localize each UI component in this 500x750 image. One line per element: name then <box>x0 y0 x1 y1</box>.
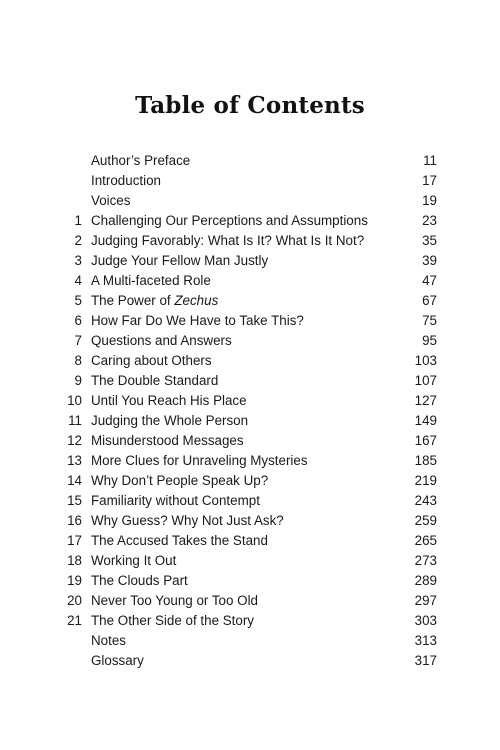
toc-entry <box>60 651 440 671</box>
chapter-title: The Clouds Part <box>91 573 188 588</box>
chapter-title: Author’s Preface <box>91 153 191 168</box>
chapter-title: Notes <box>91 633 126 648</box>
toc-entry <box>60 491 440 511</box>
toc-entry <box>60 151 440 171</box>
toc-entry <box>60 411 440 431</box>
toc-entry <box>60 571 440 591</box>
toc-entry <box>60 291 440 311</box>
toc-entry <box>60 231 440 251</box>
page-number: 289 <box>414 573 437 588</box>
chapter-number: 20 <box>67 593 82 608</box>
chapter-title: How Far Do We Have to Take This? <box>91 313 304 328</box>
chapter-title: Why Guess? Why Not Just Ask? <box>91 513 284 528</box>
toc-entry <box>60 271 440 291</box>
chapter-title: Caring about Others <box>91 353 212 368</box>
toc-entry <box>60 431 440 451</box>
page-number: 149 <box>414 413 437 428</box>
toc-entry <box>60 191 440 211</box>
chapter-title: The Accused Takes the Stand <box>91 533 268 548</box>
page-number: 103 <box>414 353 437 368</box>
chapter-number: 16 <box>67 513 82 528</box>
chapter-number: 17 <box>67 533 82 548</box>
chapter-title: Misunderstood Messages <box>91 433 244 448</box>
page-number: 313 <box>414 633 437 648</box>
chapter-number: 19 <box>67 573 82 588</box>
page-number: 185 <box>414 453 437 468</box>
chapter-title-italic: Zechus <box>174 293 219 308</box>
toc-entry <box>60 591 440 611</box>
chapter-title: Challenging Our Perceptions and Assumptions <box>91 213 368 228</box>
page-number: 23 <box>422 213 437 228</box>
toc-entry <box>60 631 440 651</box>
page-title: Table of Contents <box>135 92 365 119</box>
chapter-number: 12 <box>67 433 82 448</box>
chapter-title: Voices <box>91 193 131 208</box>
chapter-title: The Other Side of the Story <box>91 613 255 628</box>
page-number: 259 <box>414 513 437 528</box>
toc-entry <box>60 211 440 231</box>
page-number: 167 <box>414 433 437 448</box>
page-number: 11 <box>423 153 437 168</box>
toc-entry <box>60 251 440 271</box>
chapter-title: Never Too Young or Too Old <box>91 593 259 608</box>
chapter-title: Familiarity without Contempt <box>91 493 260 508</box>
chapter-number: 5 <box>74 293 82 308</box>
chapter-title: Glossary <box>91 653 144 668</box>
chapter-number: 8 <box>74 353 82 368</box>
toc-entry <box>60 171 440 191</box>
page-number: 39 <box>422 253 437 268</box>
toc-entry <box>60 471 440 491</box>
chapter-title: The Double Standard <box>91 373 219 388</box>
chapter-number: 4 <box>74 273 82 288</box>
chapter-title: Judging the Whole Person <box>91 413 249 428</box>
chapter-number: 21 <box>67 613 82 628</box>
page-number: 219 <box>414 473 437 488</box>
toc-entry <box>60 611 440 631</box>
page-number: 243 <box>414 493 437 508</box>
page-number: 35 <box>422 233 437 248</box>
page-number: 273 <box>414 553 437 568</box>
page-number: 19 <box>422 193 437 208</box>
chapter-number: 18 <box>67 553 82 568</box>
page-number: 75 <box>422 313 437 328</box>
toc-list <box>60 151 440 671</box>
page-number: 127 <box>414 393 437 408</box>
page-number: 303 <box>414 613 437 628</box>
chapter-title: Judge Your Fellow Man Justly <box>91 253 269 268</box>
page-number: 17 <box>422 173 437 188</box>
chapter-number: 15 <box>67 493 82 508</box>
chapter-title: More Clues for Unraveling Mysteries <box>91 453 308 468</box>
page-number: 95 <box>422 333 437 348</box>
page-number: 107 <box>414 373 437 388</box>
toc-entry <box>60 391 440 411</box>
chapter-number: 9 <box>74 373 82 388</box>
chapter-number: 13 <box>67 453 82 468</box>
chapter-title-roman: The Power of <box>91 293 175 308</box>
chapter-number: 1 <box>74 213 82 228</box>
toc-entry <box>60 371 440 391</box>
toc-entry <box>60 351 440 371</box>
chapter-number: 10 <box>67 393 82 408</box>
chapter-number: 2 <box>74 233 82 248</box>
page-number: 297 <box>414 593 437 608</box>
toc-entry <box>60 311 440 331</box>
chapter-title: A Multi-faceted Role <box>91 273 211 288</box>
chapter-title: Judging Favorably: What Is It? What Is It Not? <box>91 233 365 248</box>
chapter-title: Questions and Answers <box>91 333 232 348</box>
chapter-number: 11 <box>68 413 82 428</box>
page-number: 47 <box>422 273 437 288</box>
toc-entry <box>60 551 440 571</box>
chapter-title <box>91 291 397 311</box>
page-number: 317 <box>414 653 437 668</box>
chapter-title: Working It Out <box>91 553 177 568</box>
toc-entry <box>60 331 440 351</box>
page-number: 67 <box>422 293 437 308</box>
chapter-number: 6 <box>74 313 82 328</box>
chapter-title: Introduction <box>91 173 161 188</box>
chapter-number: 3 <box>74 253 82 268</box>
chapter-number: 7 <box>74 333 82 348</box>
chapter-title: Until You Reach His Place <box>91 393 247 408</box>
toc-entry <box>60 511 440 531</box>
toc-entry <box>60 451 440 471</box>
page-number: 265 <box>414 533 437 548</box>
chapter-number: 14 <box>67 473 82 488</box>
toc-entry <box>60 531 440 551</box>
chapter-title: Why Don’t People Speak Up? <box>91 473 269 488</box>
